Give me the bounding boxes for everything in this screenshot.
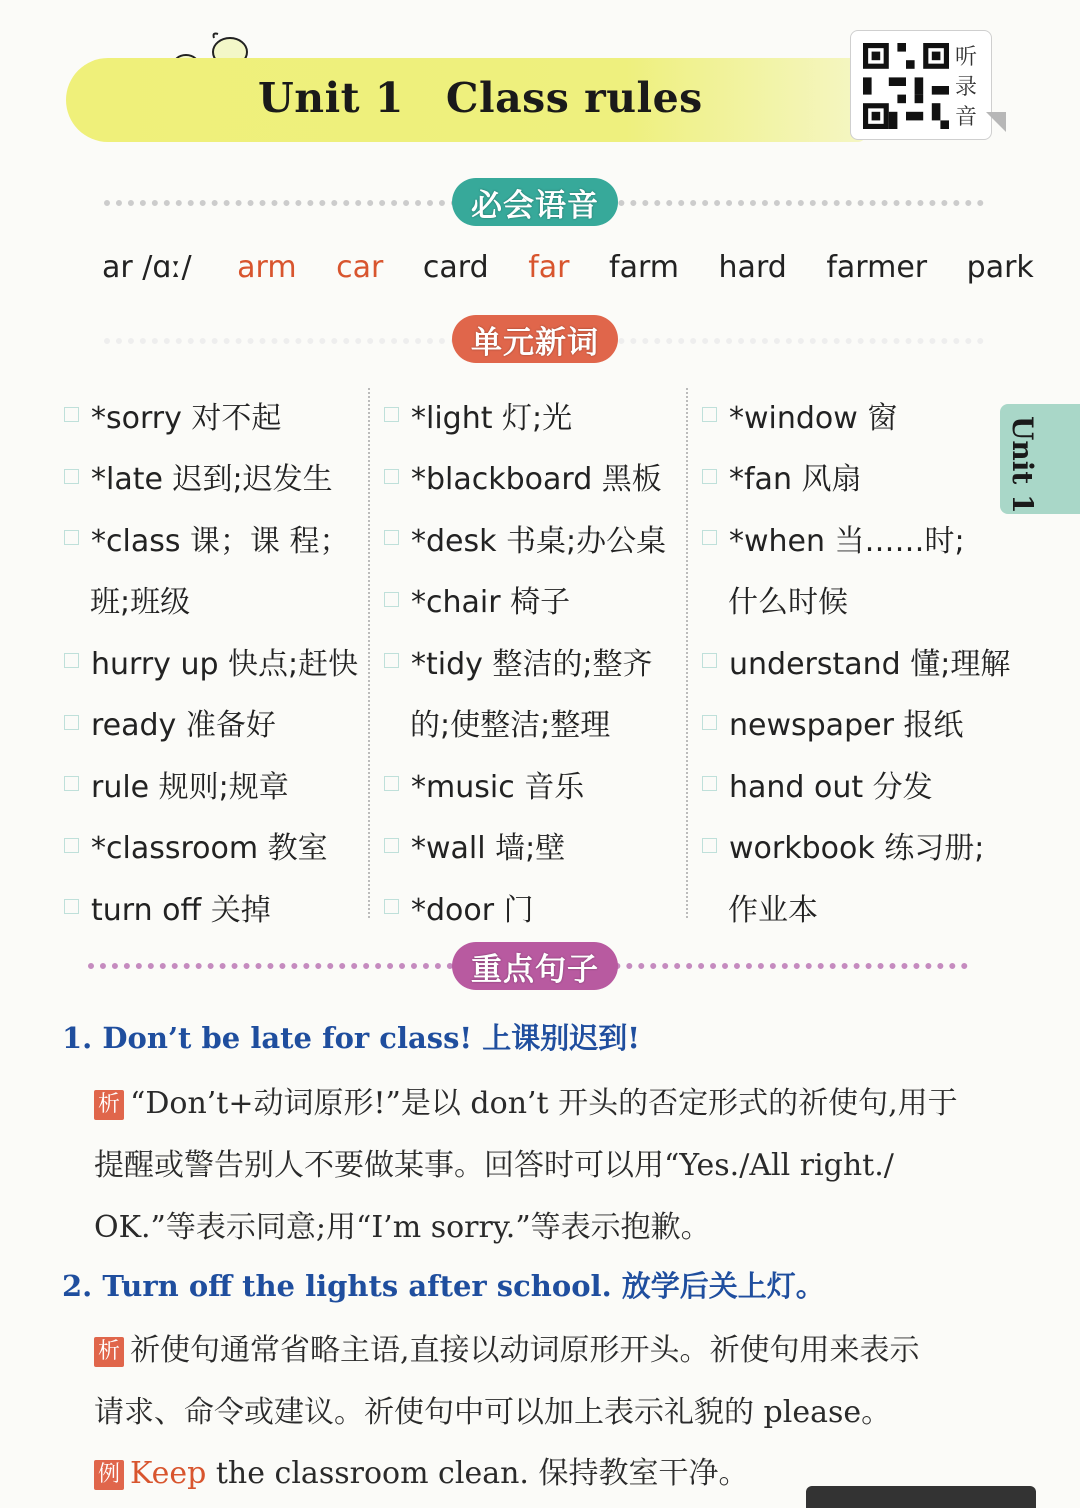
vocab-item: *desk 书桌;办公桌 <box>384 507 666 569</box>
vocab-item: *fan 风扇 <box>702 446 1010 508</box>
vocab-item: *tidy 整洁的;整齐 <box>384 630 666 692</box>
checkbox[interactable] <box>702 469 717 484</box>
checkbox[interactable] <box>702 838 717 853</box>
example-line: 例 Keep the classroom clean. 保持教室干净。 <box>94 1448 748 1492</box>
phonics-word: arm <box>237 250 297 285</box>
vocab-column-2 <box>384 384 666 938</box>
vocab-column-3 <box>702 384 1010 938</box>
vocab-item: *late 迟到;迟发生 <box>64 446 358 508</box>
checkbox[interactable] <box>64 530 79 545</box>
checkbox[interactable] <box>702 776 717 791</box>
checkbox[interactable] <box>64 469 79 484</box>
checkbox[interactable] <box>384 838 399 853</box>
vocab-item: hurry up 快点;赶快 <box>64 630 358 692</box>
checkbox[interactable] <box>64 407 79 422</box>
checkbox[interactable] <box>384 407 399 422</box>
unit-side-tab-label: Unit 1 <box>1006 416 1039 514</box>
section-badge-vocab: 单元新词 <box>452 315 618 363</box>
vocab-item: newspaper 报纸 <box>702 692 1010 754</box>
explanation-line: 请求、命令或建议。祈使句中可以加上表示礼貌的 please。 <box>94 1395 892 1430</box>
unit-title <box>258 74 703 122</box>
unit-number: Unit 1 <box>258 74 404 122</box>
checkbox[interactable] <box>384 899 399 914</box>
vocab-item: *window 窗 <box>702 384 1010 446</box>
checkbox[interactable] <box>64 899 79 914</box>
vocab-item: *light 灯;光 <box>384 384 666 446</box>
checkbox[interactable] <box>384 592 399 607</box>
checkbox[interactable] <box>64 715 79 730</box>
vocab-item: ready 准备好 <box>64 692 358 754</box>
vocab-item-continued: 班;班级 <box>90 585 191 621</box>
phonics-word: far <box>528 250 570 285</box>
vocab-item: *blackboard 黑板 <box>384 446 666 508</box>
vocab-item: *door 门 <box>384 876 666 938</box>
vocab-item: hand out 分发 <box>702 753 1010 815</box>
vocab-item: *sorry 对不起 <box>64 384 358 446</box>
checkbox[interactable] <box>64 653 79 668</box>
checkbox[interactable] <box>384 653 399 668</box>
analysis-tag: 析 <box>94 1090 124 1120</box>
vocab-item: workbook 练习册; <box>702 815 1010 877</box>
phonics-word: park <box>966 250 1034 285</box>
vocab-item-continued: 的;使整洁;整理 <box>410 708 611 744</box>
checkbox[interactable] <box>384 469 399 484</box>
vocab-item: turn off 关掉 <box>64 876 358 938</box>
phonics-word: farmer <box>826 250 928 285</box>
checkbox[interactable] <box>702 715 717 730</box>
unit-side-tab[interactable] <box>1000 404 1080 514</box>
checkbox[interactable] <box>702 653 717 668</box>
checkbox[interactable] <box>702 407 717 422</box>
vocab-item: *music 音乐 <box>384 753 666 815</box>
vocab-item: *wall 墙;壁 <box>384 815 666 877</box>
vocab-item-continued: 作业本 <box>728 892 818 928</box>
section-badge-phonics: 必会语音 <box>452 178 618 226</box>
checkbox[interactable] <box>64 776 79 791</box>
vocab-item: *classroom 教室 <box>64 815 358 877</box>
qr-code-icon <box>863 43 949 129</box>
phonics-symbol: ar /ɑː/ <box>102 250 192 285</box>
section-badge-key-sentences: 重点句子 <box>452 942 618 990</box>
explanation-line: 提醒或警告别人不要做某事。回答时可以用“Yes./All right./ <box>94 1148 894 1183</box>
vocab-item: *class 课；课 程； <box>64 507 358 569</box>
phonics-word: farm <box>609 250 679 285</box>
phonics-row <box>102 250 1064 285</box>
sentence-heading: 1. Don’t be late for class! 上课别迟到! <box>62 1021 640 1055</box>
vocab-item-continued: 什么时候 <box>728 585 848 621</box>
page-corner-fold <box>986 112 1006 132</box>
checkbox[interactable] <box>384 530 399 545</box>
checkbox[interactable] <box>702 530 717 545</box>
phonics-word: card <box>422 250 489 285</box>
qr-code-panel[interactable] <box>850 30 992 140</box>
vocab-item: *chair 椅子 <box>384 569 666 631</box>
page-footer-badge <box>806 1486 1036 1508</box>
phonics-word: hard <box>718 250 787 285</box>
vocab-item: understand 懂;理解 <box>702 630 1010 692</box>
example-tag: 例 <box>94 1460 124 1490</box>
vocab-item: *when 当……时; <box>702 507 1010 569</box>
listen-label: 听 录 音 <box>955 45 978 130</box>
sentence-heading: 2. Turn off the lights after school. 放学后关上灯。 <box>62 1269 825 1303</box>
column-separator <box>686 388 688 918</box>
vocab-item: rule 规则;规章 <box>64 753 358 815</box>
vocab-column-1 <box>64 384 358 938</box>
explanation-line: 析 祈使句通常省略主语,直接以动词原形开头。祈使句用来表示 <box>94 1325 920 1369</box>
explanation-line: OK.”等表示同意;用“I’m sorry.”等表示抱歉。 <box>94 1210 711 1245</box>
column-separator <box>368 388 370 918</box>
unit-name: Class rules <box>445 74 703 122</box>
phonics-word: car <box>336 250 384 285</box>
analysis-tag: 析 <box>94 1337 124 1367</box>
checkbox[interactable] <box>64 838 79 853</box>
checkbox[interactable] <box>384 776 399 791</box>
explanation-line: 析 “Don’t+动词原形!”是以 don’t 开头的否定形式的祈使句,用于 <box>94 1078 958 1122</box>
